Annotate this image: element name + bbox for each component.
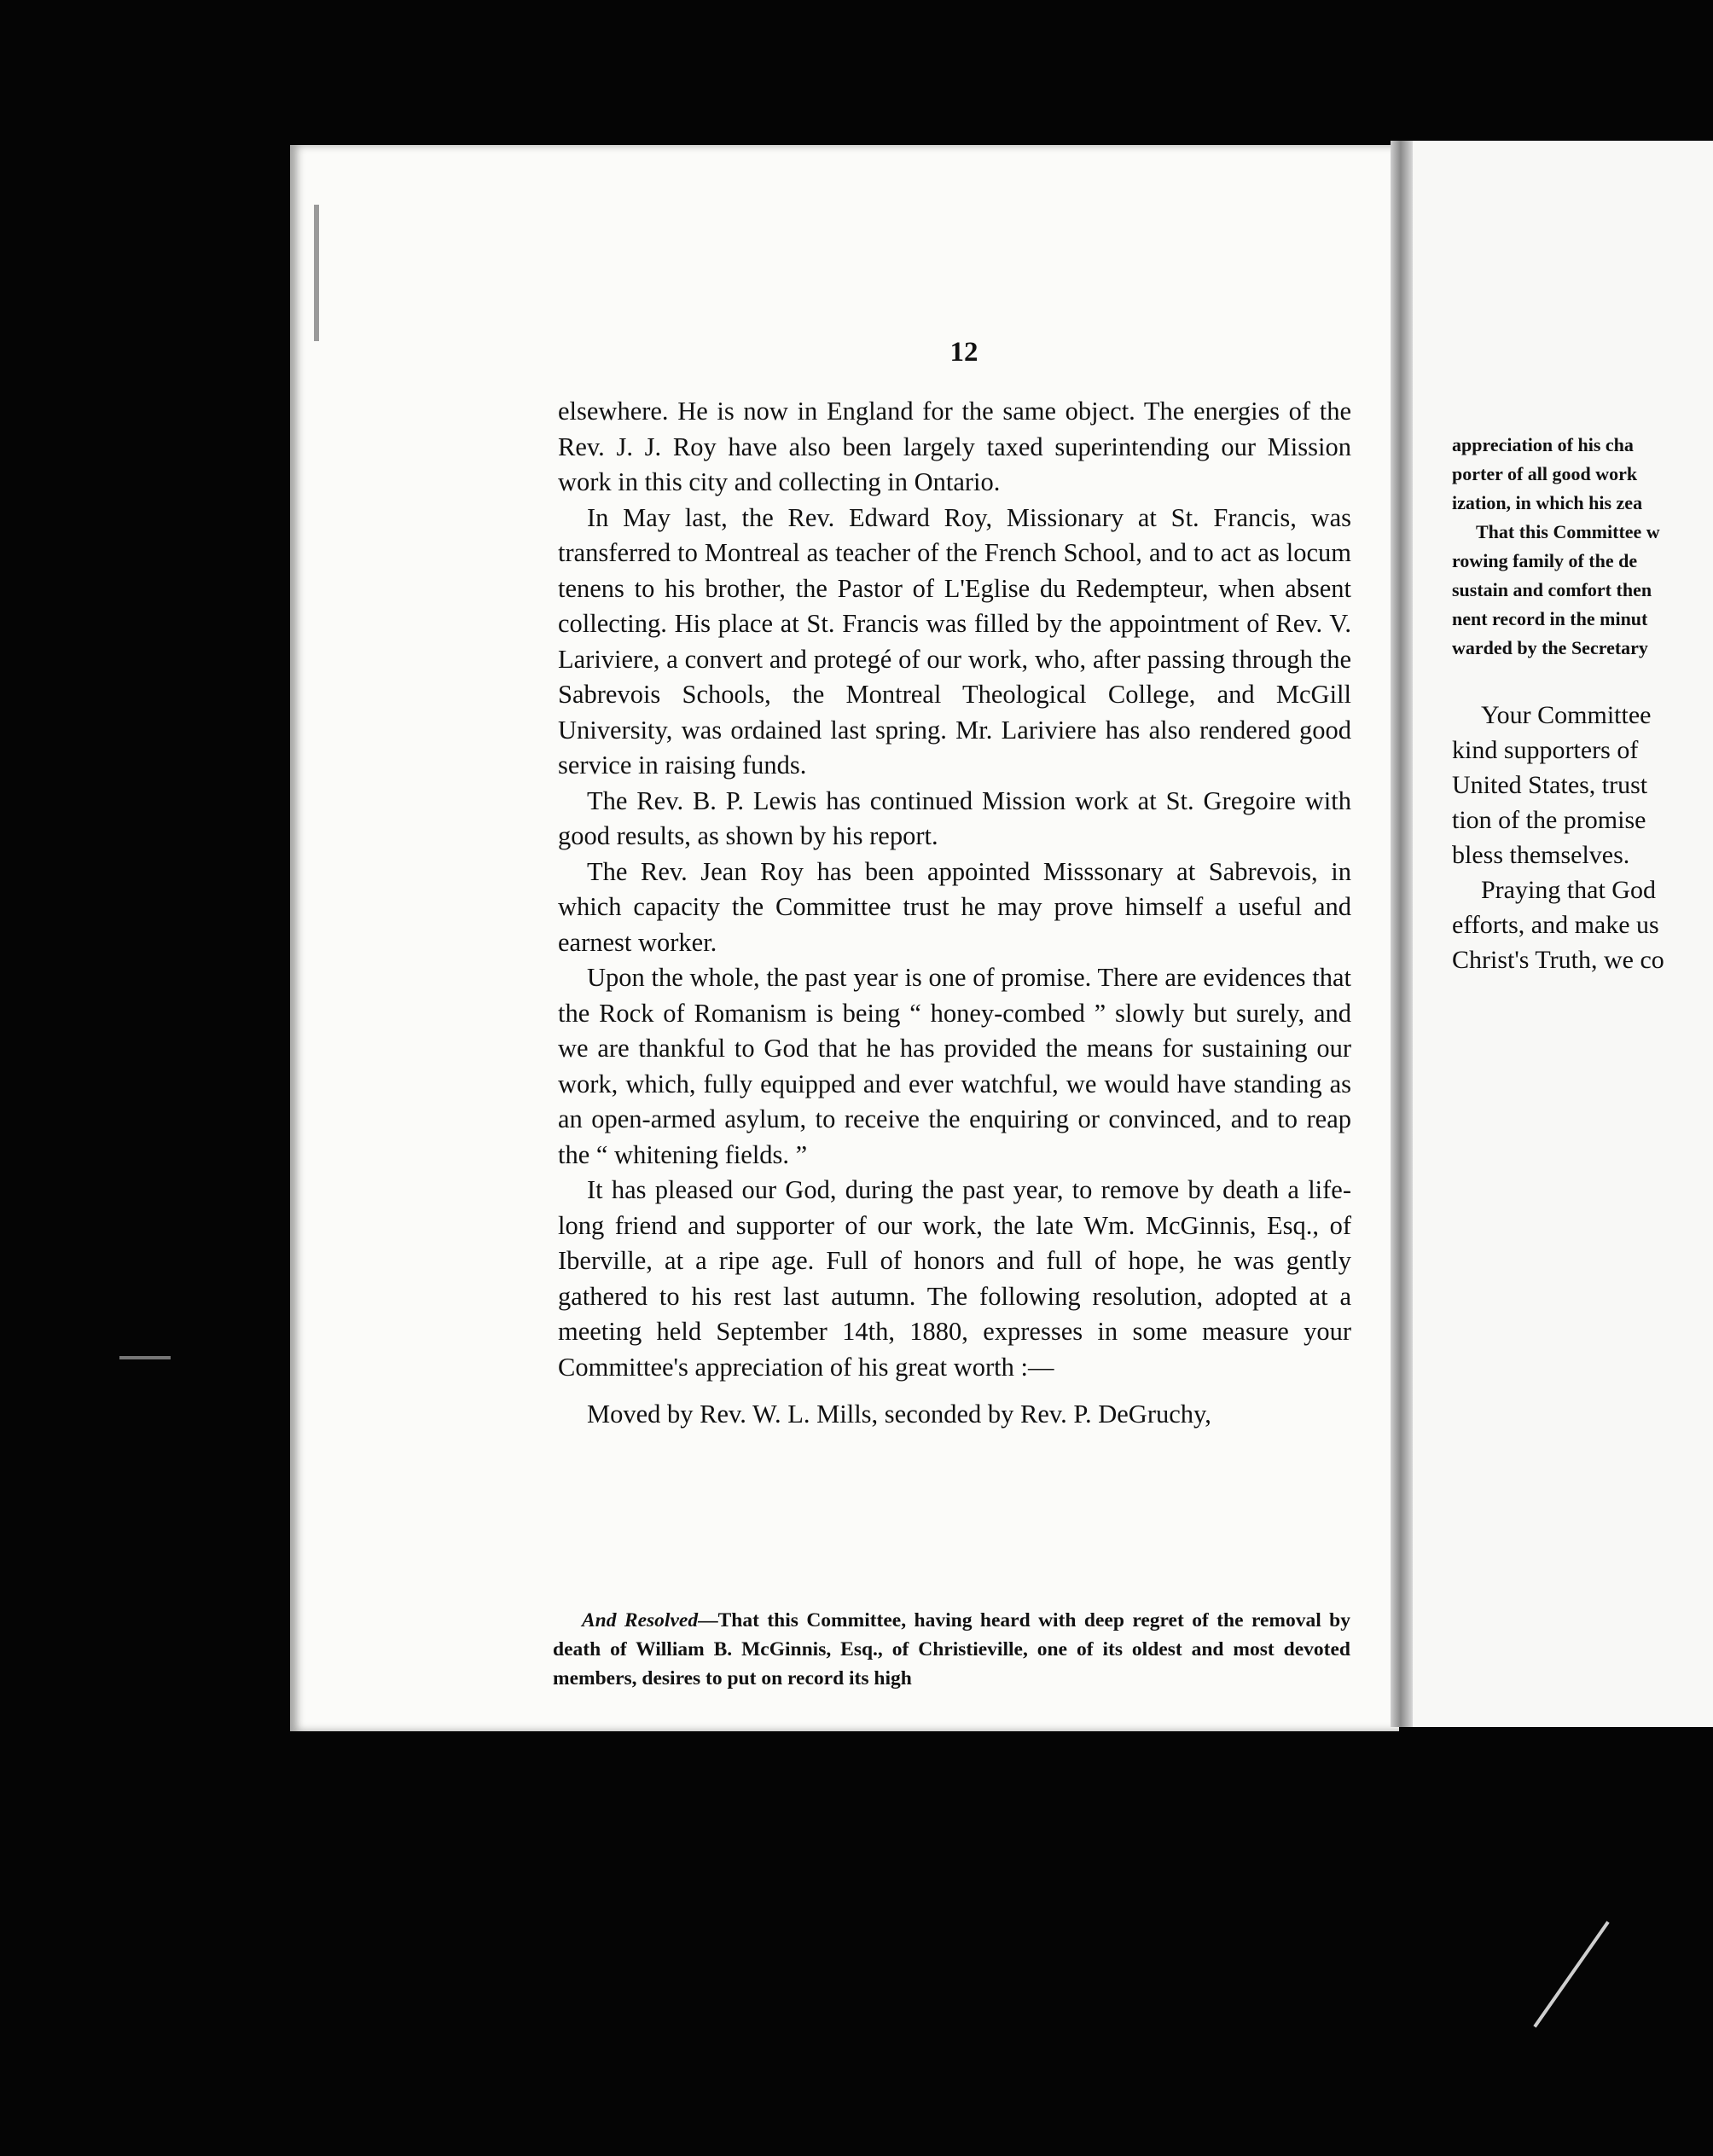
paragraph-2: In May last, the Rev. Edward Roy, Missionary at St. Francis, was transferred to Montreal as teacher of the French School, and to act as locum tenens to his brother, the Pastor of L'Eglise du Redempteur, when absent collecting. His place at St. Francis was filled by the appointment of Rev. V. Lariviere, a convert and protegé of our work, who, after passing through the Sabrevois Schools, the Montreal Theological College, and McGill University, was ordained last spring. Mr. Lariviere has also rendered good service in raising funds. bbox=[558, 502, 1351, 780]
right-large-line: efforts, and make us bbox=[1452, 911, 1659, 939]
book-gutter bbox=[1391, 141, 1413, 1727]
resolution-lead: And Resolved bbox=[582, 1609, 699, 1631]
right-large-line: United States, trust bbox=[1452, 771, 1648, 799]
right-small-line: warded by the Secretary bbox=[1452, 637, 1648, 658]
paragraph-4: The Rev. Jean Roy has been appointed Misssonary at Sabrevois, in which capacity the Committee trust he may prove himself a useful and earnest worker. bbox=[558, 856, 1351, 957]
right-large-line: Christ's Truth, we co bbox=[1452, 946, 1664, 974]
right-small-line: porter of all good work bbox=[1452, 463, 1638, 484]
moved-line: Moved by Rev. W. L. Mills, seconded by Rev. P. DeGruchy, bbox=[587, 1400, 1211, 1429]
right-small-line: rowing family of the de bbox=[1452, 550, 1638, 571]
right-small-line: ization, in which his zea bbox=[1452, 492, 1643, 513]
paragraph-3: The Rev. B. P. Lewis has continued Mission work at St. Gregoire with good results, as shown by his report. bbox=[558, 785, 1351, 850]
paragraph-5: Upon the whole, the past year is one of promise. There are evidences that the Rock of Romanism is being “ honey-combed ” slowly but surely, and we are thankful to God that he has provided the means for sustaining our work, which, fully equipped and ever watchful, we would have standing as an open-armed asylum, to receive the enquiring or convinced, and to reap the “ whitening fields. ” bbox=[558, 963, 1351, 1169]
paragraph-1: elsewhere. He is now in England for the same object. The energies of the Rev. J. J. Roy have also been largely taxed superintending our Mission work in this city and collecting in Ontario. bbox=[558, 397, 1351, 496]
main-text-column bbox=[558, 394, 1351, 1433]
right-page-large-text bbox=[1452, 698, 1713, 977]
right-large-line: bless themselves. bbox=[1452, 841, 1630, 869]
right-page-small-text bbox=[1452, 431, 1713, 663]
resolution-body: —That this Committee, having heard with deep regret of the removal by death of William B. McGinnis, Esq., of Christieville, one of its oldest and most devoted members, desires to put on record its high bbox=[553, 1609, 1351, 1689]
resolution-text bbox=[553, 1606, 1350, 1693]
page-number: 12 bbox=[949, 337, 978, 368]
page-edge-mark bbox=[314, 205, 319, 341]
right-large-line: kind supporters of bbox=[1452, 736, 1639, 764]
right-large-line: tion of the promise bbox=[1452, 806, 1646, 834]
right-small-line: appreciation of his cha bbox=[1452, 434, 1634, 455]
right-small-line: That this Committee w bbox=[1476, 521, 1660, 542]
page-edge-mark bbox=[119, 1356, 171, 1359]
right-small-line: nent record in the minut bbox=[1452, 608, 1648, 629]
right-small-line: sustain and comfort then bbox=[1452, 579, 1652, 600]
right-large-line: Your Committee bbox=[1481, 701, 1652, 729]
paragraph-6: It has pleased our God, during the past year, to remove by death a life-long friend and supporter of our work, the late Wm. McGinnis, Esq., of Iberville, at a ripe age. Full of honors and full of hope, he was gently gathered to his rest last autumn. The following resolution, adopted at a meeting held September 14th, 1880, expresses in some measure your Committee's appreciation of his great worth :— bbox=[558, 1175, 1351, 1382]
right-large-line: Praying that God bbox=[1481, 876, 1656, 904]
